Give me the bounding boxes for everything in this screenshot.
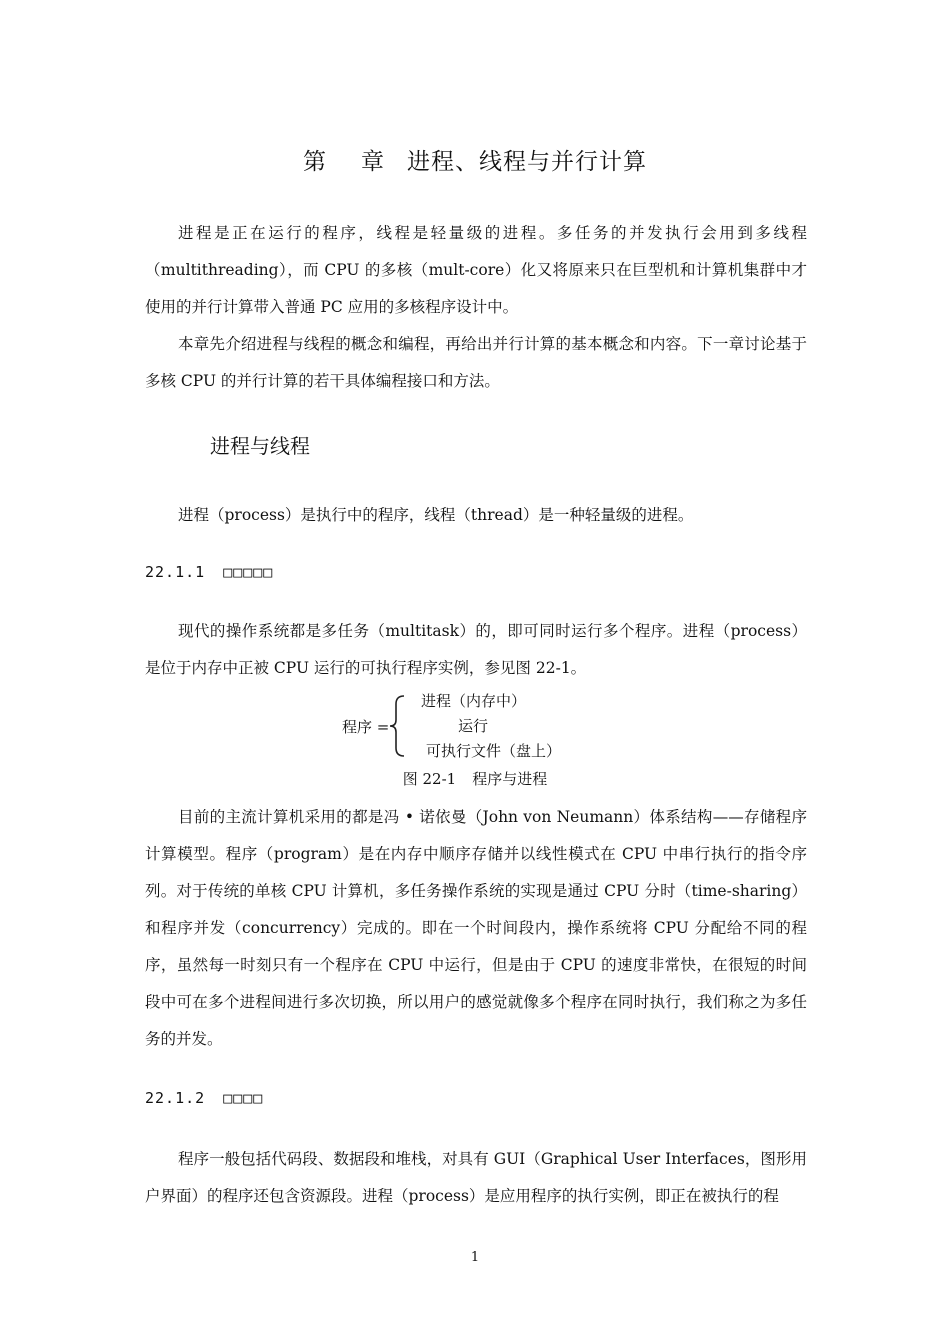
curly-brace-icon: [386, 694, 410, 758]
chapter-label-first: 第: [303, 149, 327, 175]
subsection-2-title: □□□□: [223, 1089, 264, 1107]
figure-caption: [0, 768, 950, 789]
subsection-2-number: 22.1.2: [145, 1089, 206, 1107]
chapter-title: [0, 143, 950, 176]
section-lead-paragraph: 进程（process）是执行中的程序，线程（thread）是一种轻量级的进程。: [178, 506, 694, 524]
subsection-1-title: □□□□□: [223, 563, 274, 581]
figure-row-run: 运行: [458, 717, 489, 735]
figure-row-executable: 可执行文件（盘上）: [426, 742, 562, 760]
subsection-1-number: 22.1.1: [145, 563, 206, 581]
figure-lhs-label: 程序 =: [342, 718, 390, 736]
main-paragraph: 目前的主流计算机采用的都是冯 • 诺依曼（John von Neumann）体系结构——存储程序计算模型。程序（program）是在内存中顺序存储并以线性模式在 CPU 中串行执行的指令序列。对于传统的单核 CPU 计算机，多任务操作系统的实现是通过 CPU 分时（time-sharing）和程序并发（concurrency）完成的。即在一个时间段内，操作系统将 CPU 分配给不同的程序，虽然每一时刻只有一个程序在 CPU 中运行，但是由于 CPU 的速度非常快，在很短的时间段中可在多个进程间进行多次切换，所以用户的感觉就像多个程序在同时执行，我们称之为多任务的并发。: [145, 808, 807, 1048]
chapter-label-second: 章: [361, 149, 385, 175]
subsection-2-paragraph: 程序一般包括代码段、数据段和堆栈，对具有 GUI（Graphical User Interfaces，图形用户界面）的程序还包含资源段。进程（process）是应用程序的执行实例，即正在被执行的程: [145, 1150, 807, 1205]
section-title: 进程与线程: [210, 434, 310, 458]
subsection-heading-1: [145, 563, 273, 581]
subsection-heading-2: [145, 1089, 263, 1107]
intro-paragraph-2: 本章先介绍进程与线程的概念和编程，再给出并行计算的基本概念和内容。下一章讨论基于多核 CPU 的并行计算的若干具体编程接口和方法。: [145, 335, 807, 390]
figure-caption-text: 程序与进程: [472, 770, 548, 788]
figure-row-process: 进程（内存中）: [421, 692, 527, 710]
figure-caption-number: 图 22-1: [402, 770, 457, 788]
subsection-1-paragraph: 现代的操作系统都是多任务（multitask）的，即可同时运行多个程序。进程（process）是位于内存中正被 CPU 运行的可执行程序实例，参见图 22-1。: [145, 622, 807, 677]
chapter-title-text: 进程、线程与并行计算: [407, 149, 647, 175]
intro-paragraph-1: 进程是正在运行的程序，线程是轻量级的进程。多任务的并发执行会用到多线程（multithreading），而 CPU 的多核（mult-core）化又将原来只在巨型机和计算机集群中才使用的并行计算带入普通 PC 应用的多核程序设计中。: [145, 224, 807, 316]
page-number: 1: [470, 1250, 480, 1265]
figure-22-1: [330, 686, 630, 766]
